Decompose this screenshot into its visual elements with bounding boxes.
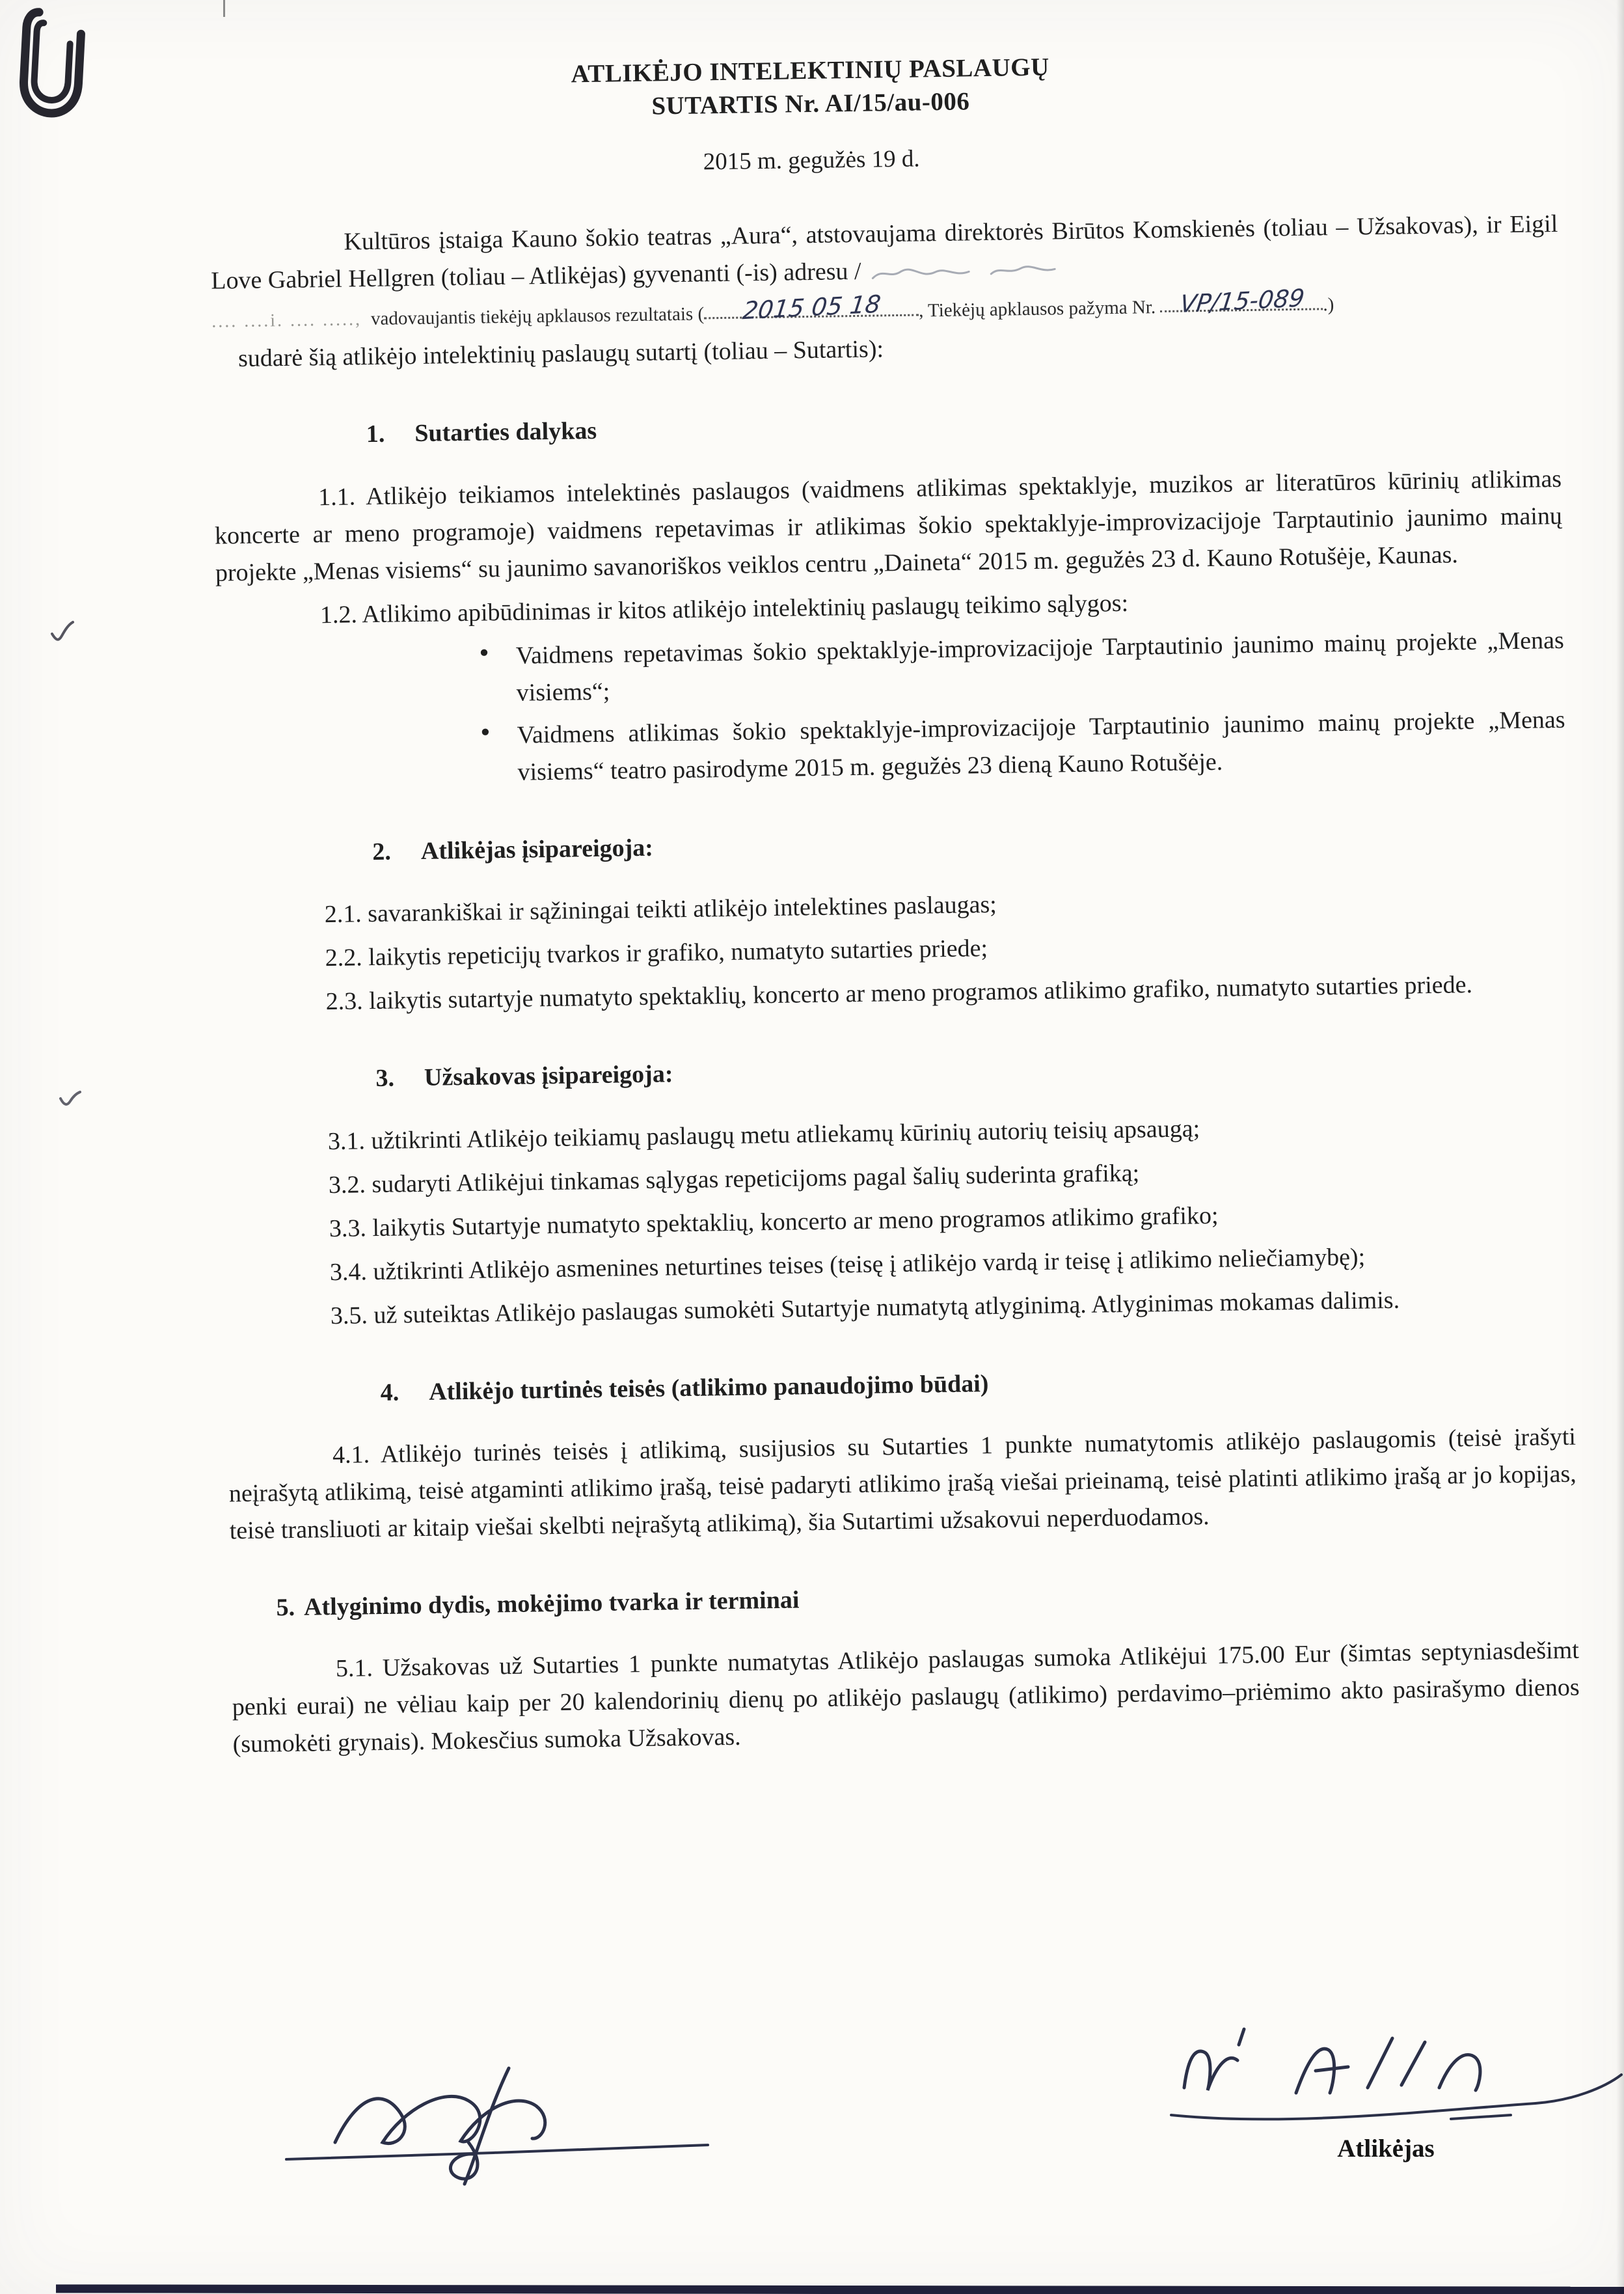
intro-closing: sudarė šią atlikėjo intelektinių paslaugų sutartį (toliau – Sutartis): (237, 335, 884, 373)
illegible-typed-fragment: .... ....i. .... ....., (211, 309, 362, 332)
atlikejas-signature-block (1145, 1985, 1624, 2163)
handwritten-report-number: VP/15-089 (1178, 284, 1306, 318)
section-5-heading (276, 1573, 1578, 1624)
report-number-blank (1160, 284, 1323, 318)
section-2-heading (372, 819, 1567, 869)
section-2 (219, 819, 1569, 1022)
section-number: 2. (372, 838, 392, 866)
section-number: 3. (375, 1064, 395, 1093)
document-title-line2: SUTARTIS Nr. AI/15/au-006 (651, 87, 970, 120)
clause-2-2: 2.2. laikytis repeticijų tvarkos ir grafiko, numatyto sutarties priede; (325, 935, 988, 972)
section-title: Atlyginimo dydis, mokėjimo tvarka ir terminai (303, 1586, 800, 1621)
illegible-handwriting-address (867, 257, 1063, 286)
section-title: Atlikėjas įsipareigoja: (420, 834, 654, 865)
bullet-item: ● Vaidmens repetavimas šokio spektaklyje-improvizacijoje Tarptautinio jaunimo mainų projekte „Menas visiems“; (476, 622, 1565, 713)
intro-lead: Kultūros įstaiga Kauno šokio teatras „Aura“, atstovaujama direktorės Birūtos Komskienės (toliau – Užsakovas), ir (344, 210, 1510, 256)
intro-after-name: (toliau – Atlikėjas) gyvenanti (-is) adresu / (434, 257, 861, 292)
section-1-heading (366, 401, 1561, 451)
bullet-item: ● Vaidmens atlikimas šokio spektaklyje-improvizacijoje Tarptautinio jaunimo mainų projekte „Menas visiems“ teatro pasirodyme 2015 m. gegužės 23 dieną Kauno Rotušėje. (478, 702, 1566, 792)
section-5 (230, 1573, 1580, 1764)
section-number: 5. (276, 1593, 295, 1622)
clause-3-3: 3.3. laikytis Sutartyje numatyto spektaklių, koncerto ar meno programos atlikimo grafiko; (329, 1201, 1219, 1242)
handwritten-survey-date: 2015 05 18 (741, 290, 883, 325)
section-title: Atlikėjo turtinės teisės (atlikimo panaudojimo būdai) (428, 1369, 989, 1406)
procurement-text-2: , Tiekėjų apklausos pažyma Nr. (918, 296, 1161, 321)
clause-2-1: 2.1. savarankiškai ir sąžiningai teikti atlikėjo intelektines paslaugas; (324, 891, 997, 929)
section-4 (227, 1359, 1577, 1550)
performer-name: Eigil Love Gabriel Hellgren (210, 210, 1558, 295)
scan-edge-right (1616, 0, 1624, 2294)
survey-date-blank (704, 290, 919, 325)
procurement-text-1: vadovaujantis tiekėjų apklausos rezultatais ( (370, 303, 705, 329)
section-3-heading (375, 1045, 1571, 1095)
section-number: 1. (366, 420, 385, 448)
document-title-line1: ATLIKĖJO INTELEKTINIŲ PASLAUGŲ (571, 53, 1049, 89)
uzsakovas-signature (273, 2030, 729, 2196)
clause-2-3: 2.3. laikytis sutartyje numatyto spektaklių, koncerto ar meno programos atlikimo grafiko, numatyto sutarties priede. (325, 971, 1473, 1016)
section-title: Užsakovas įsipareigoja: (424, 1060, 673, 1092)
clause-3-2: 3.2. sudaryti Atlikėjui tinkamas sąlygas repeticijoms pagal šalių suderinta grafiką; (328, 1159, 1140, 1199)
document-date: 2015 m. gegužės 19 d. (703, 145, 920, 176)
scan-edge (56, 2284, 1624, 2294)
clause-5-1: 5.1. Užsakovas už Sutarties 1 punkte numatytas Atlikėjo paslaugas sumoka Atlikėjui 175.00 Eur (šimtas septyniasdešimt penki eurai) ne vėliau kaip per 20 kalendorinių dienų po atlikėjo paslaugų (atlikimo) perdavimo–priėmimo akto pasirašymo dienos (sumokėti grynais). Mokesčius sumoka Užsakovas. (232, 1637, 1580, 1758)
section-4-heading (380, 1359, 1575, 1409)
atlikejas-signature (1145, 1985, 1624, 2135)
section-1 (213, 401, 1565, 795)
section-title: Sutarties dalykas (414, 417, 597, 448)
signature-label: Atlikėjas (1337, 2135, 1435, 2163)
clause-3-5: 3.5. už suteiktas Atlikėjo paslaugas sumokėti Sutartyje numatytą atlyginimą. Atlyginimas mokamas dalimis. (330, 1286, 1400, 1330)
clause-3-4: 3.4. užtikrinti Atlikėjo asmenines neturtines teises (teisę į atlikėjo vardą ir teisę į atlikimo neliečiamybę); (329, 1243, 1366, 1286)
clause-1-1: 1.1. Atlikėjo teikiamos intelektinės paslaugos (vaidmens atlikimas spektaklyje, muzikos ar literatūros kūrinių atlikimas koncerte ar meno programoje) vaidmens repetavimas ir atlikimas šokio spektaklyje-improvizacijoje Tarptautinio jaunimo mainų projekte „Menas visiems“ su jaunimo savanoriškos veiklos centru „Daineta“ 2015 m. gegužės 23 d. Kauno Rotušėje, Kaunas. (214, 465, 1563, 587)
section-number: 4. (380, 1378, 399, 1406)
clause-3-1: 3.1. užtikrinti Atlikėjo teikiamų paslaugų metu atliekamų kūrinių autorių teisių apsaugą; (327, 1114, 1200, 1155)
procurement-text-3: .) (1323, 294, 1334, 316)
document-title (208, 46, 1413, 130)
clause-4-1: 4.1. Atlikėjo turinės teisės į atlikimą, susijusios su Sutarties 1 punkte numatytomis atlikėjo paslaugomis (teisė įrašyti neįrašytą atlikimą, teisė atgaminti atlikimo įrašą, teisė padaryti atlikimo įrašą viešai prieinamą, teisė platinti atlikimo įrašą ar jo kopijas, teisė transliuoti ar kitaip viešai skelbti neįrašytą atlikimą), šia Sutartimi užsakovui neperduodamos. (228, 1423, 1577, 1545)
clause-1-2-bullets (217, 622, 1566, 796)
section-3 (223, 1045, 1574, 1336)
clause-1-2: 1.2. Atlikimo apibūdinimas ir kitos atlikėjo intelektinių paslaugų teikimo sąlygos: (319, 589, 1129, 629)
